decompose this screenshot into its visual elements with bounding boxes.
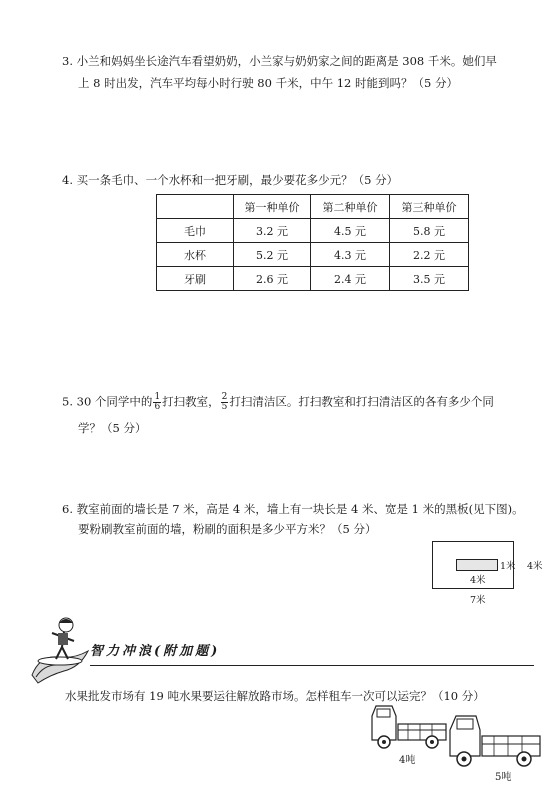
- q4-line1: [62, 173, 398, 187]
- large-truck-icon: [446, 712, 546, 770]
- q5-text-part1: 30 个同学中的: [76, 394, 153, 409]
- table-cell: 水杯: [157, 243, 234, 267]
- small-truck-capacity-label: 4吨: [399, 755, 416, 766]
- q3-text-line1: 小兰和妈妈坐长途汽车看望奶奶，小兰家与奶奶家之间的距离是 308 千米。她们早: [76, 54, 497, 68]
- table-row: [157, 243, 469, 267]
- table-cell: 5.2 元: [234, 243, 311, 267]
- q6-number: 6.: [62, 502, 73, 516]
- bonus-title-underline: [90, 665, 534, 666]
- table-cell: 5.8 元: [390, 219, 469, 243]
- bonus-question: 水果批发市场有 19 吨水果要运往解放路市场。怎样租车一次可以运完？（10 分）: [65, 689, 485, 703]
- q6-line1: [62, 502, 524, 516]
- blackboard-shape: [456, 559, 498, 571]
- q4-number: 4.: [62, 173, 73, 187]
- q5-text-part2: 打扫教室，: [162, 394, 220, 409]
- table-header-row: [157, 195, 469, 219]
- q5-line1: [62, 393, 494, 412]
- q6-text-line1: 教室前面的墙长是 7 米，高是 4 米，墙上有一块长是 4 米、宽是 1 米的黑板(见下图)。: [76, 502, 524, 516]
- table-header-cell: 第二种单价: [311, 195, 390, 219]
- fraction-two-fifths: $\frac{2}{5}$: [221, 392, 228, 412]
- large-truck-capacity-label: 5吨: [495, 772, 512, 783]
- price-table: [156, 194, 469, 291]
- table-cell: 3.5 元: [390, 267, 469, 291]
- bonus-section-title: 智力冲浪(附加题): [90, 644, 221, 659]
- surfer-illustration-icon: [30, 615, 92, 685]
- board-width-label: 4米: [470, 575, 486, 586]
- table-cell: 2.2 元: [390, 243, 469, 267]
- table-cell: 2.6 元: [234, 267, 311, 291]
- q5-number: 5.: [62, 394, 73, 409]
- q4-text: 买一条毛巾、一个水杯和一把牙刷，最少要花多少元？（5 分）: [76, 173, 399, 187]
- fraction-one-sixth: $\frac{1}{6}$: [154, 392, 161, 412]
- q3-text-line2: 上 8 时出发，汽车平均每小时行驶 80 千米，中午 12 时能到吗？（5 分）: [78, 76, 458, 90]
- table-header-cell: 第三种单价: [390, 195, 469, 219]
- table-row: [157, 219, 469, 243]
- small-truck-icon: [368, 702, 452, 752]
- table-cell: 毛巾: [157, 219, 234, 243]
- wall-height-label: 4米: [527, 561, 543, 572]
- table-cell: 4.3 元: [311, 243, 390, 267]
- table-header-cell: 第一种单价: [234, 195, 311, 219]
- q5-text-part3: 打扫清洁区。打扫教室和打扫清洁区的各有多少个同: [229, 394, 494, 409]
- q3-line1: [62, 54, 497, 68]
- table-header-cell: [157, 195, 234, 219]
- table-cell: 3.2 元: [234, 219, 311, 243]
- wall-width-label: 7米: [470, 595, 486, 606]
- board-height-label: 1米: [500, 561, 516, 572]
- q5-text-line2: 学？（5 分）: [78, 421, 147, 435]
- table-row: [157, 267, 469, 291]
- table-cell: 4.5 元: [311, 219, 390, 243]
- q3-number: 3.: [62, 54, 73, 68]
- table-cell: 2.4 元: [311, 267, 390, 291]
- q6-text-line2: 要粉刷教室前面的墙，粉刷的面积是多少平方米？（5 分）: [78, 522, 377, 536]
- table-cell: 牙刷: [157, 267, 234, 291]
